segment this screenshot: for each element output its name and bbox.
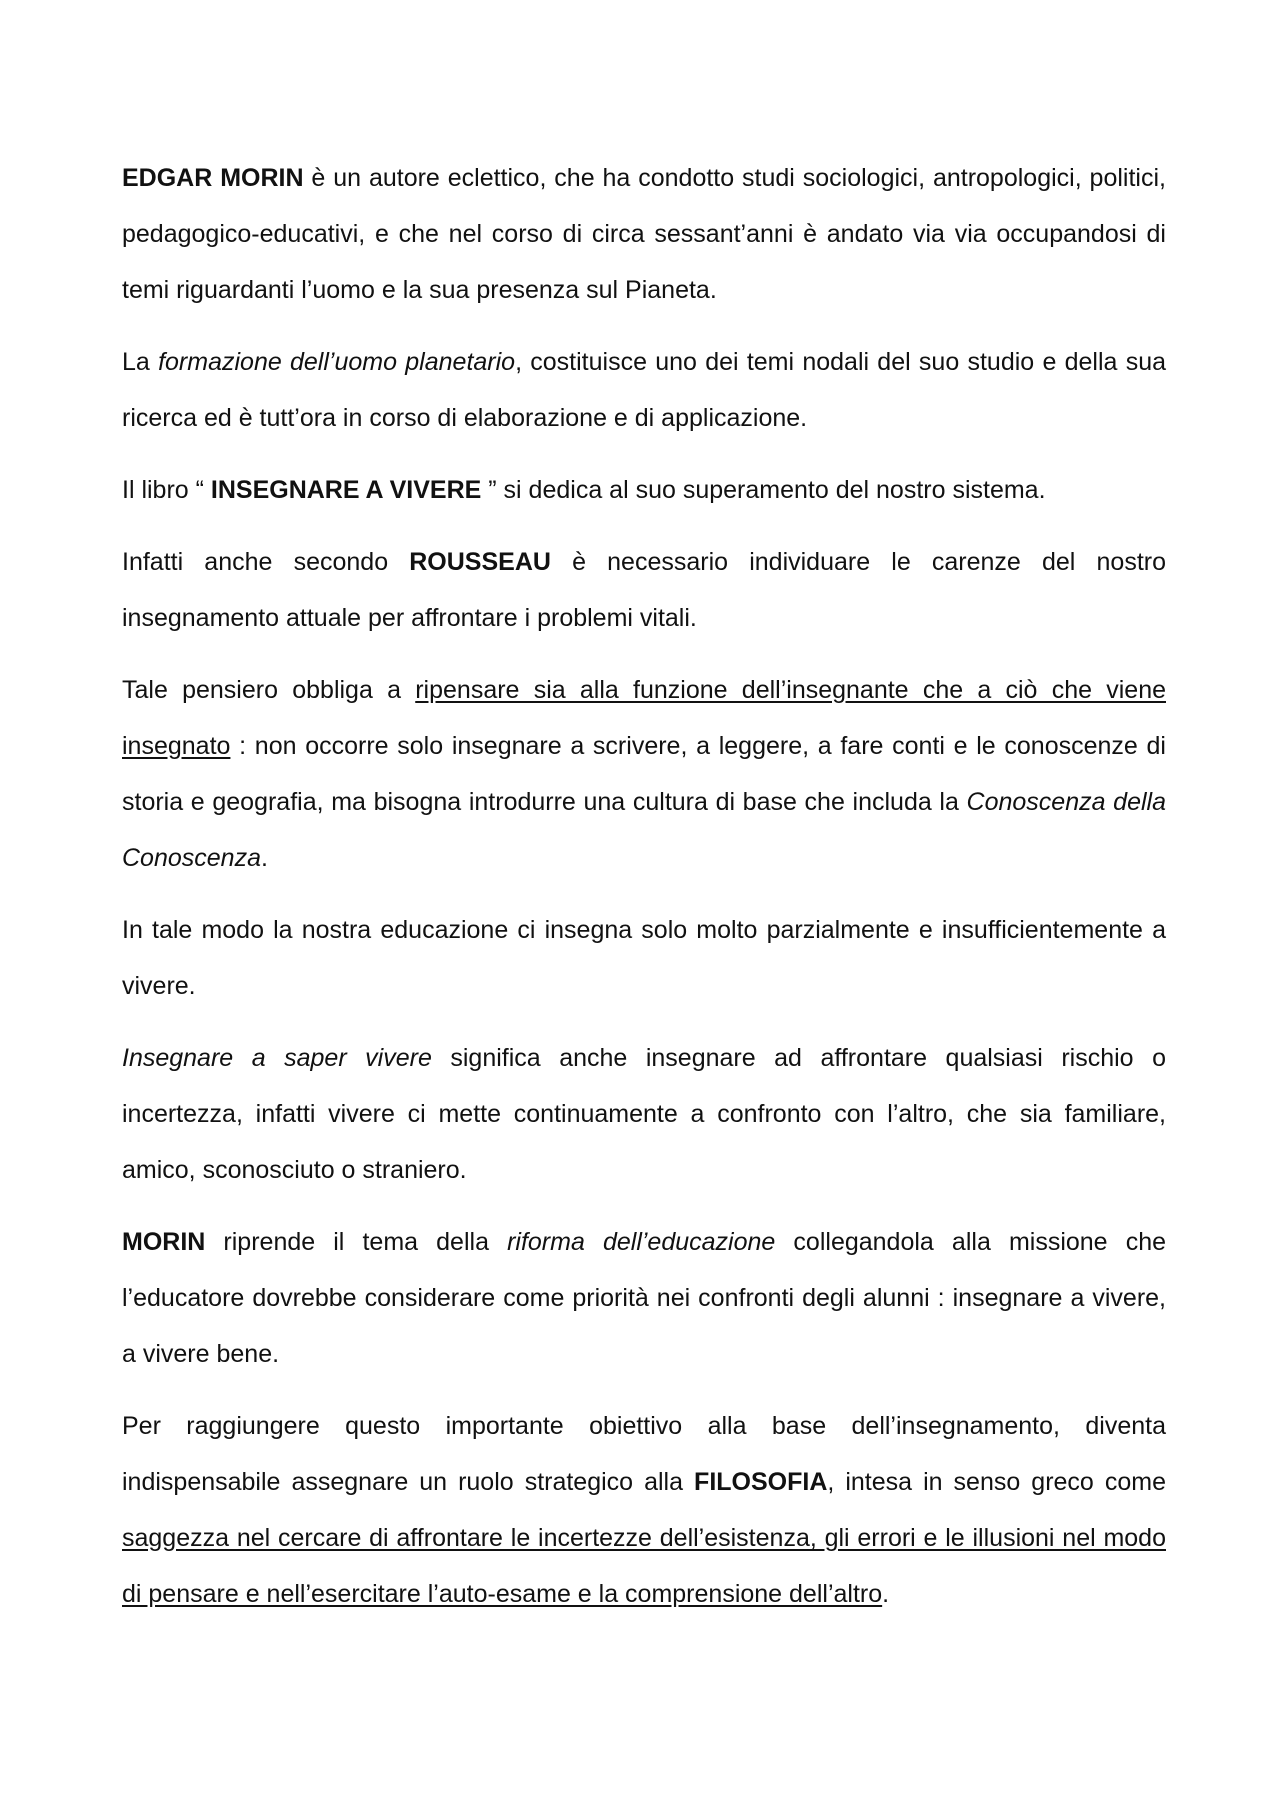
italic-phrase: Insegnare a saper vivere [122, 1044, 432, 1072]
paragraph-1: EDGAR MORIN è un autore eclettico, che ha condotto studi sociologici, antropologici, politici, pedagogico-educativi, e che nel corso di circa sessant’anni è andato via via occupandosi di temi riguardanti l’uomo e la sua presenza sul Pianeta. [122, 164, 1166, 304]
bold-term: FILOSOFIA [694, 1468, 828, 1496]
underlined-phrase: ripensare sia alla funzione dell’insegnante che a ciò che viene insegnato [122, 676, 1166, 760]
italic-phrase: riforma dell’educazione [507, 1228, 776, 1256]
book-title: INSEGNARE A VIVERE [210, 476, 482, 504]
paragraph-4: Infatti anche secondo ROUSSEAU è necessario individuare le carenze del nostro insegnamento attuale per affrontare i problemi vitali. [122, 548, 1166, 632]
document-page [122, 150, 1166, 1638]
paragraph-3: Il libro “ INSEGNARE A VIVERE ” si dedica al suo superamento del nostro sistema. [122, 476, 1046, 504]
paragraph-9: Per raggiungere questo importante obiettivo alla base dell’insegnamento, diventa indispensabile assegnare un ruolo strategico alla FILOSOFIA, intesa in senso greco come saggezza nel cercare di affrontare le incertezze dell’esistenza, gli errori e le illusioni nel modo di pensare e nell’esercitare l’auto-esame e la comprensione dell’altro. [122, 1412, 1166, 1608]
author-name: EDGAR MORIN [122, 164, 304, 192]
paragraph-8: MORIN riprende il tema della riforma dell’educazione collegandola alla missione che l’educatore dovrebbe considerare come priorità nei confronti degli alunni : insegnare a vivere, a vivere bene. [122, 1228, 1166, 1368]
paragraph-2: La formazione dell’uomo planetario, costituisce uno dei temi nodali del suo studio e della sua ricerca ed è tutt’ora in corso di elaborazione e di applicazione. [122, 348, 1167, 432]
italic-phrase: formazione dell’uomo planetario [158, 348, 516, 376]
italic-phrase: Conoscenza della Conoscenza [122, 788, 1166, 872]
underlined-phrase: saggezza nel cercare di affrontare le incertezze dell’esistenza, gli errori e le illusioni nel modo di pensare e nell’esercitare l’auto-esame e la comprensione dell’altro [122, 1524, 1166, 1608]
paragraph-7: Insegnare a saper vivere significa anche insegnare ad affrontare qualsiasi rischio o incertezza, infatti vivere ci mette continuamente a confronto con l’altro, che sia familiare, amico, sconosciuto o straniero. [122, 1044, 1166, 1184]
paragraph-5: Tale pensiero obbliga a ripensare sia alla funzione dell’insegnante che a ciò che viene insegnato : non occorre solo insegnare a scrivere, a leggere, a fare conti e le conoscenze di storia e geografia, ma bisogna introdurre una cultura di base che includa la Conoscenza della Conoscenza. [122, 676, 1166, 872]
paragraph-6: In tale modo la nostra educazione ci insegna solo molto parzialmente e insufficientemente a vivere. [122, 916, 1166, 1000]
bold-name: MORIN [122, 1228, 206, 1256]
bold-name: ROUSSEAU [409, 548, 551, 576]
